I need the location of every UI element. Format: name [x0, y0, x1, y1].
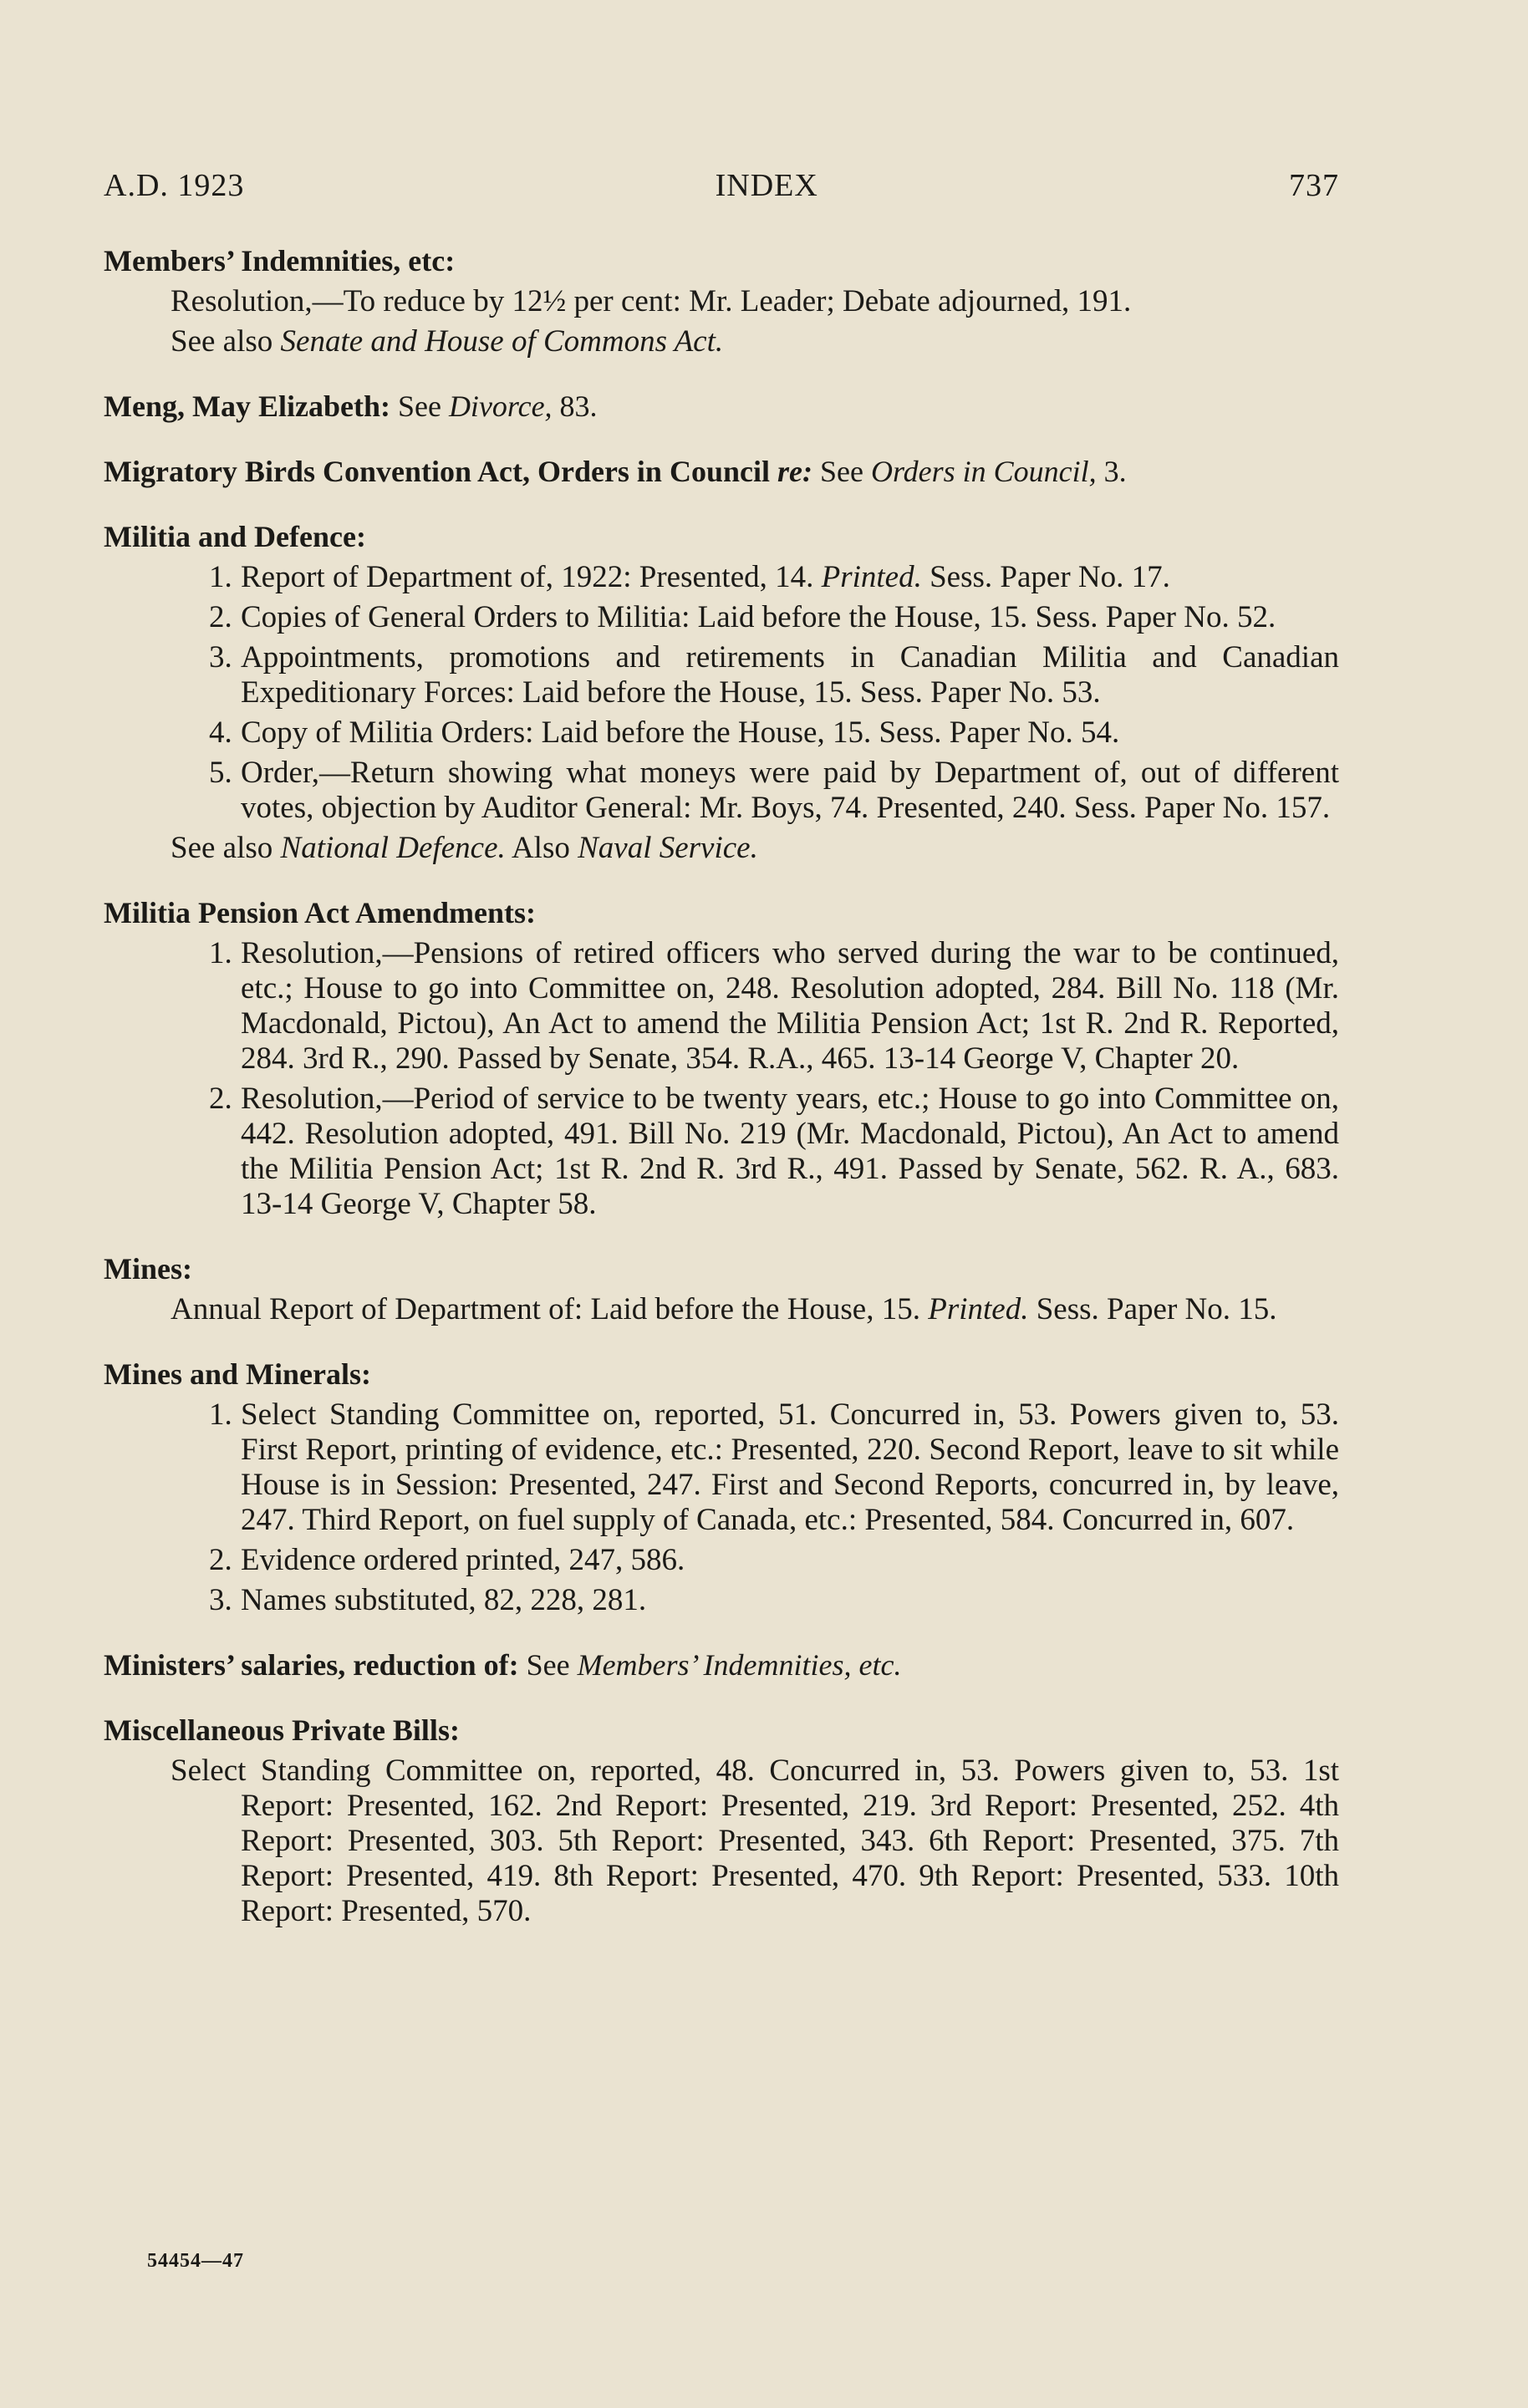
index-entry-migratory-birds: Migratory Birds Convention Act, Orders in Council re: See Orders in Council, 3. [104, 455, 1127, 488]
index-entry-mines-minerals [104, 1356, 1339, 1618]
index-entry-ministers-salaries: Ministers’ salaries, reduction of: See Members’ Indemnities, etc. [104, 1648, 902, 1682]
running-head-year: A.D. 1923 [104, 168, 245, 203]
index-entry-misc-private-bills [104, 1712, 1339, 1929]
entry-line: Resolution,—To reduce by 12½ per cent: Mr. Leader; Debate adjourned, 191. [171, 284, 1132, 318]
index-entry-members-indemnities [104, 242, 1339, 359]
numbered-item: 2. Copies of General Orders to Militia: Laid before the House, 15. Sess. Paper No. 52. [209, 600, 1276, 634]
entry-heading: Militia Pension Act Amendments: [104, 896, 536, 929]
entry-line: Select Standing Committee on, reported, 48. Concurred in, 53. Powers given to, 53. 1st Report: Presented, 162. 2nd Report: Presented, 219. 3rd Report: Presented, 252. 4th Report: Presented, 303. 5th Report: Presented, 343. 6th Report: Presented, 375. 7th Report: Presented, 419. 8th Report: Presented, 470. 9th Report: Presented, 533. 10th Report: Presented, 570. [171, 1754, 1339, 1928]
numbered-item: 3. Names substituted, 82, 228, 281. [209, 1583, 647, 1617]
index-entry-militia-pension [104, 894, 1339, 1222]
running-head-title: INDEX [715, 168, 818, 203]
entry-heading: Migratory Birds Convention Act, Orders in Council [104, 455, 777, 488]
entry-heading: Mines: [104, 1252, 192, 1285]
numbered-item: 2. Evidence ordered printed, 247, 586. [209, 1543, 685, 1577]
numbered-item: 1. Select Standing Committee on, reported, 51. Concurred in, 53. Powers given to, 53. First Report, printing of evidence, etc.: Presented, 220. Second Report, leave to sit while House is in Session: Presented, 247. First and Second Reports, concurred in, by leave, 247. Third Report, on fuel supply of Canada, etc.: Presented, 584. Concurred in, 607. [209, 1397, 1339, 1537]
page-number: 737 [1289, 168, 1339, 203]
numbered-item: 4. Copy of Militia Orders: Laid before the House, 15. Sess. Paper No. 54. [209, 715, 1120, 750]
numbered-item: 1. Report of Department of, 1922: Presented, 14. Printed. Sess. Paper No. 17. [209, 560, 1170, 594]
entry-heading: Ministers’ salaries, reduction of: [104, 1648, 519, 1682]
entry-heading: Miscellaneous Private Bills: [104, 1713, 460, 1747]
numbered-item: 5. Order,—Return showing what moneys were paid by Department of, out of different votes, objection by Auditor General: Mr. Boys, 74. Presented, 240. Sess. Paper No. 157. [209, 756, 1339, 825]
numbered-item: 3. Appointments, promotions and retirements in Canadian Militia and Canadian Expeditionary Forces: Laid before the House, 15. Sess. Paper No. 53. [209, 640, 1339, 710]
entry-heading: Militia and Defence: [104, 520, 366, 553]
printer-signature: 54454—47 [147, 2250, 244, 2272]
numbered-item: 2. Resolution,—Period of service to be twenty years, etc.; House to go into Committee on, 442. Resolution adopted, 491. Bill No. 219 (Mr. Macdonald, Pictou), An Act to amend the Militia Pension Act; 1st R. 2nd R. 3rd R., 491. Passed by Senate, 562. R. A., 683. 13-14 George V, Chapter 58. [209, 1082, 1339, 1221]
index-entry-mines [104, 1250, 1339, 1327]
entry-heading: Mines and Minerals: [104, 1357, 371, 1391]
see-also-line: See also Senate and House of Commons Act. [171, 324, 724, 359]
see-also-line: See also National Defence. Also Naval Service. [171, 831, 758, 865]
index-entry-militia-defence [104, 518, 1339, 866]
entry-line: Annual Report of Department of: Laid before the House, 15. Printed. Sess. Paper No. 15. [171, 1292, 1277, 1326]
entry-heading: Members’ Indemnities, etc: [104, 244, 456, 277]
numbered-item: 1. Resolution,—Pensions of retired officers who served during the war to be continued, etc.; House to go into Committee on, 248. Resolution adopted, 284. Bill No. 118 (Mr. Macdonald, Pictou), An Act to amend the Militia Pension Act; 1st R. 2nd R. Reported, 284. 3rd R., 290. Passed by Senate, 354. R.A., 465. 13-14 George V, Chapter 20. [209, 936, 1339, 1076]
index-entry-meng: Meng, May Elizabeth: See Divorce, 83. [104, 389, 598, 423]
entry-heading: Meng, May Elizabeth: [104, 389, 390, 423]
running-head [104, 167, 1339, 204]
